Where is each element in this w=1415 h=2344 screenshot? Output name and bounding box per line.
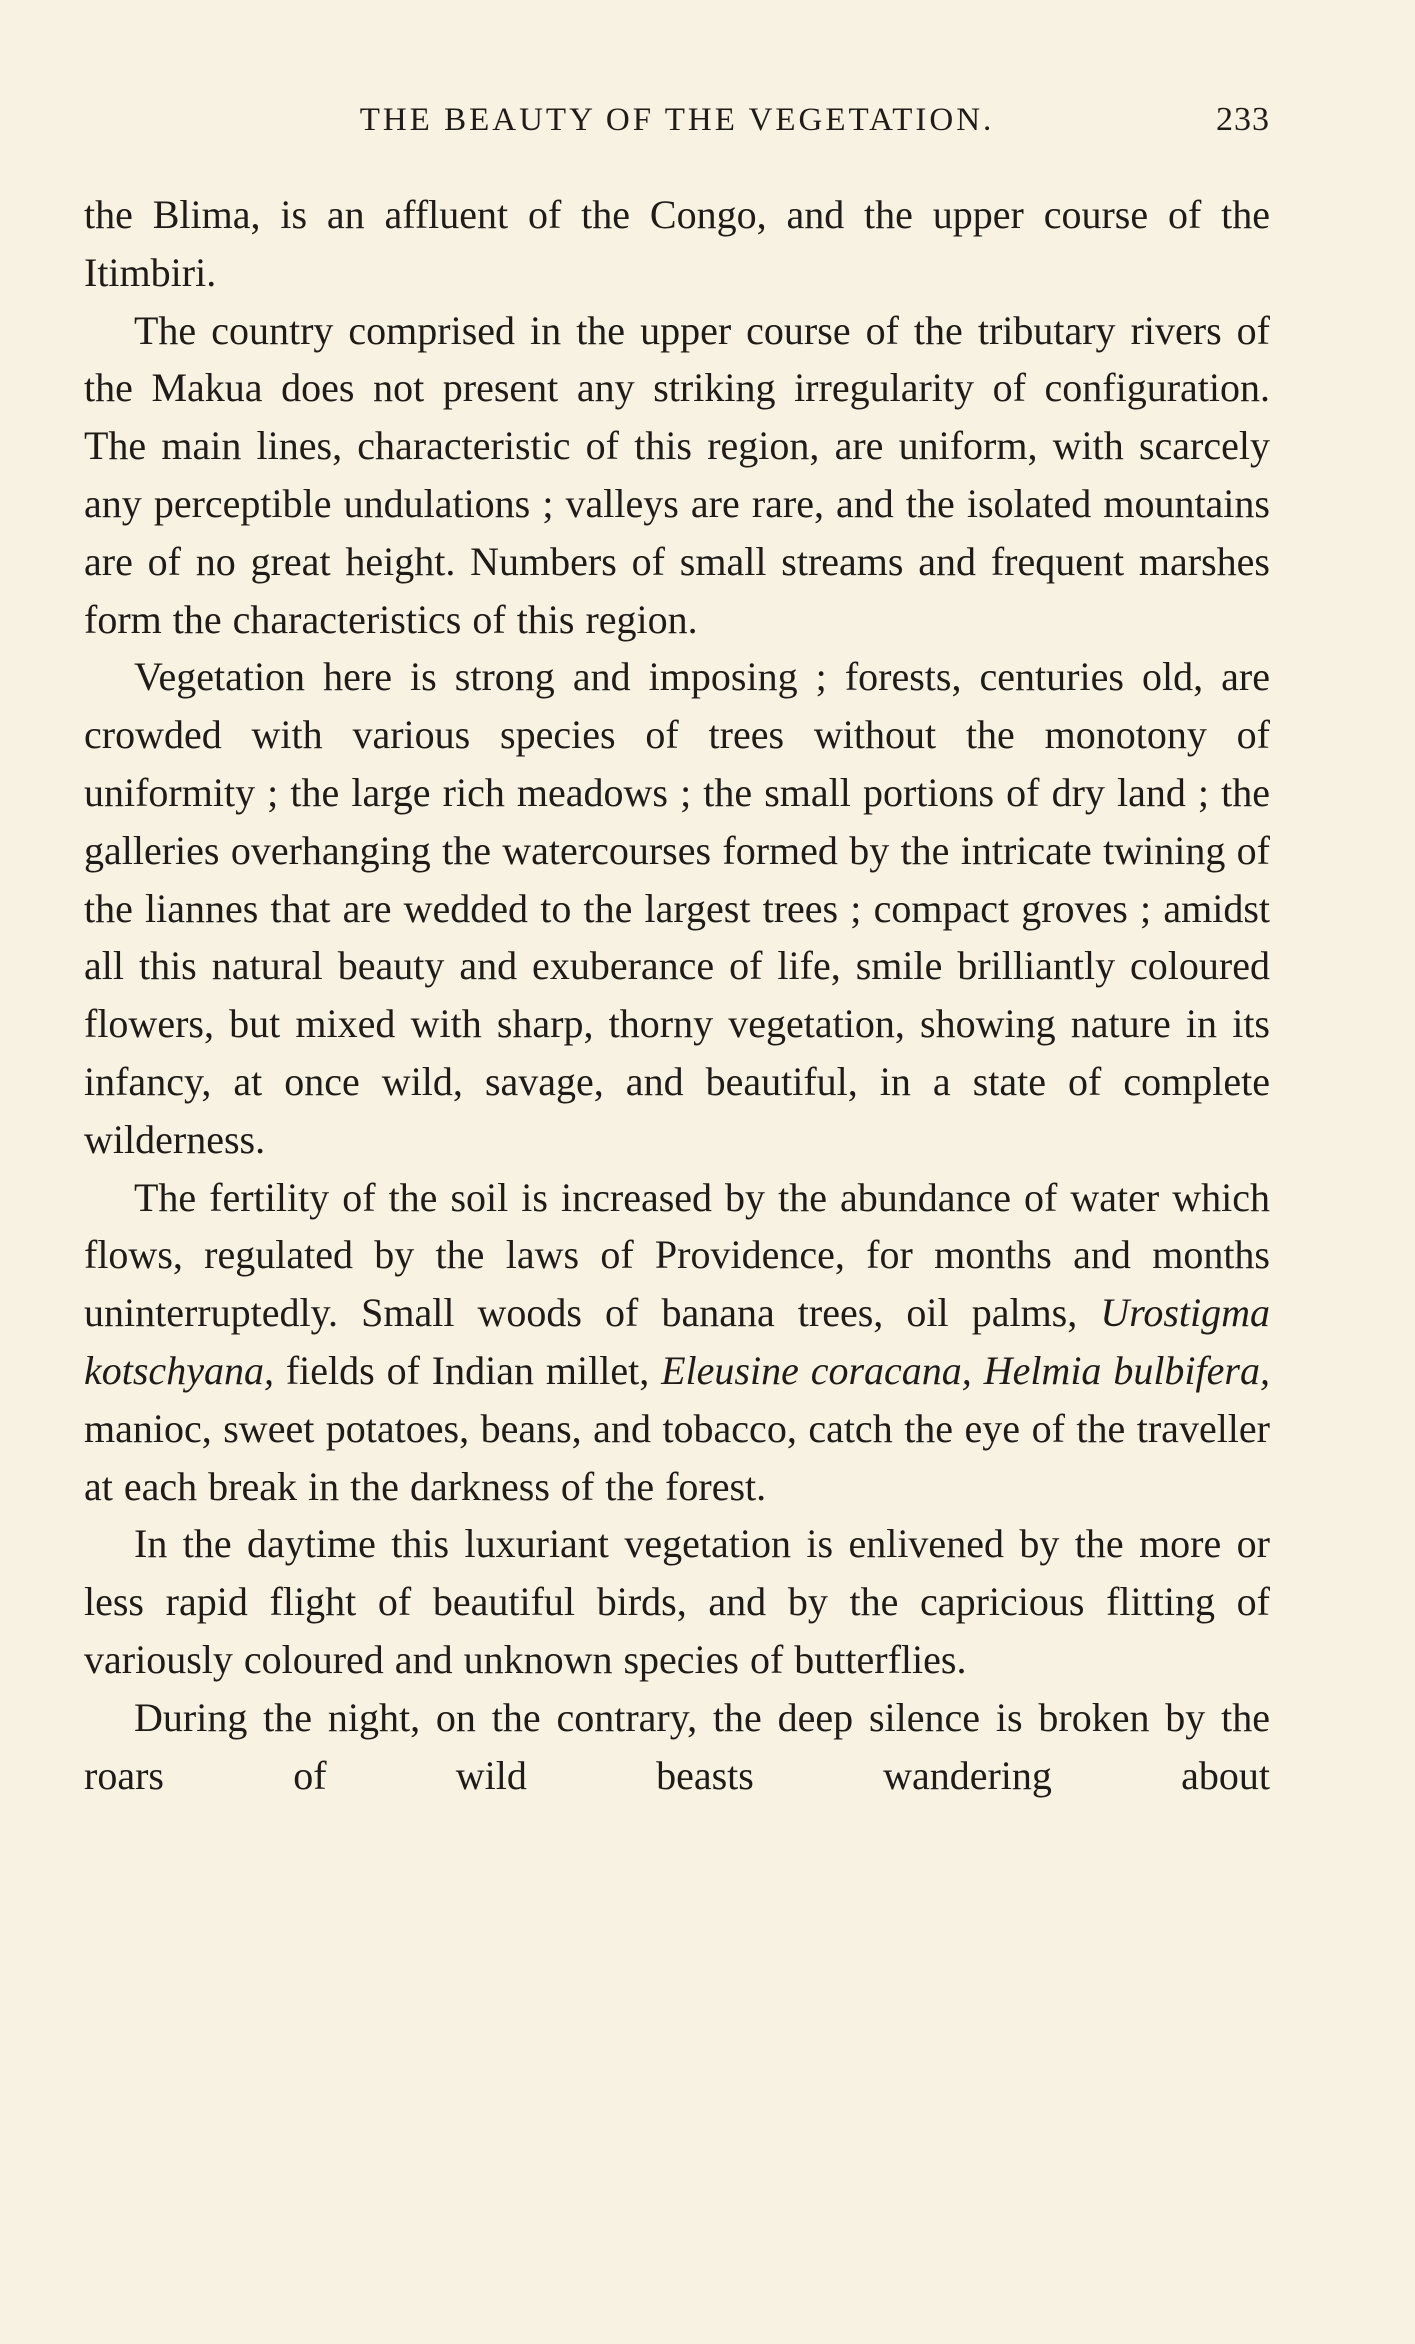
running-head <box>84 96 1270 144</box>
fertility-text-3: manioc, sweet potatoes, beans, and tobacco, catch the eye of the traveller at each break in the darkness of the forest. <box>84 1405 1270 1509</box>
page-number: 233 <box>1216 101 1270 138</box>
fertility-text-1: The fertility of the soil is increased by the abundance of water which flows, regulated by the laws of Providence, for months and months uninterruptedly. Small woods of banana trees, oil palms, <box>84 1174 1270 1336</box>
species-eleusine-helmia: Eleusine coracana, Helmia bulbifera, <box>661 1347 1270 1393</box>
paragraph-country: The country comprised in the upper course of the tributary rivers of the Makua does not present any striking irregularity of configuration. The main lines, characteristic of this region, are uniform, with scarcely any perceptible undulations ; valleys are rare, and the isolated mountains are of no great height. Numbers of small streams and frequent marshes form the characteristics of this region. <box>84 307 1270 642</box>
paragraph-night: During the night, on the contrary, the deep silence is broken by the roars of wild beasts wandering about <box>84 1694 1270 1798</box>
body-text <box>84 186 1270 1804</box>
paragraph-fertility <box>84 1169 1270 1516</box>
fertility-text-2: fields of Indian millet, <box>273 1347 662 1393</box>
paragraph-daytime: In the daytime this luxuriant vegetation is enlivened by the more or less rapid flight of beautiful birds, and by the capricious flitting of variously coloured and unknown species of butterflies. <box>84 1521 1270 1682</box>
paragraph-continuation: the Blima, is an affluent of the Congo, and the upper course of the Itimbiri. <box>84 192 1270 295</box>
species-urostigma: Urostigma kotschyana, <box>84 1290 1270 1393</box>
running-title: THE BEAUTY OF THE VEGETATION. <box>359 102 995 138</box>
paragraph-vegetation: Vegetation here is strong and imposing ; forests, centuries old, are crowded with various species of trees without the monotony of uniformity ; the large rich meadows ; the small portions of dry land ; the galleries overhanging the watercourses formed by the intricate twining of the liannes that are wedded to the largest trees ; compact groves ; amidst all this natural beauty and exuberance of life, smile brilliantly coloured flowers, but mixed with sharp, thorny vegetation, showing nature in its infancy, at once wild, savage, and beautiful, in a state of complete wilderness. <box>84 654 1270 1162</box>
